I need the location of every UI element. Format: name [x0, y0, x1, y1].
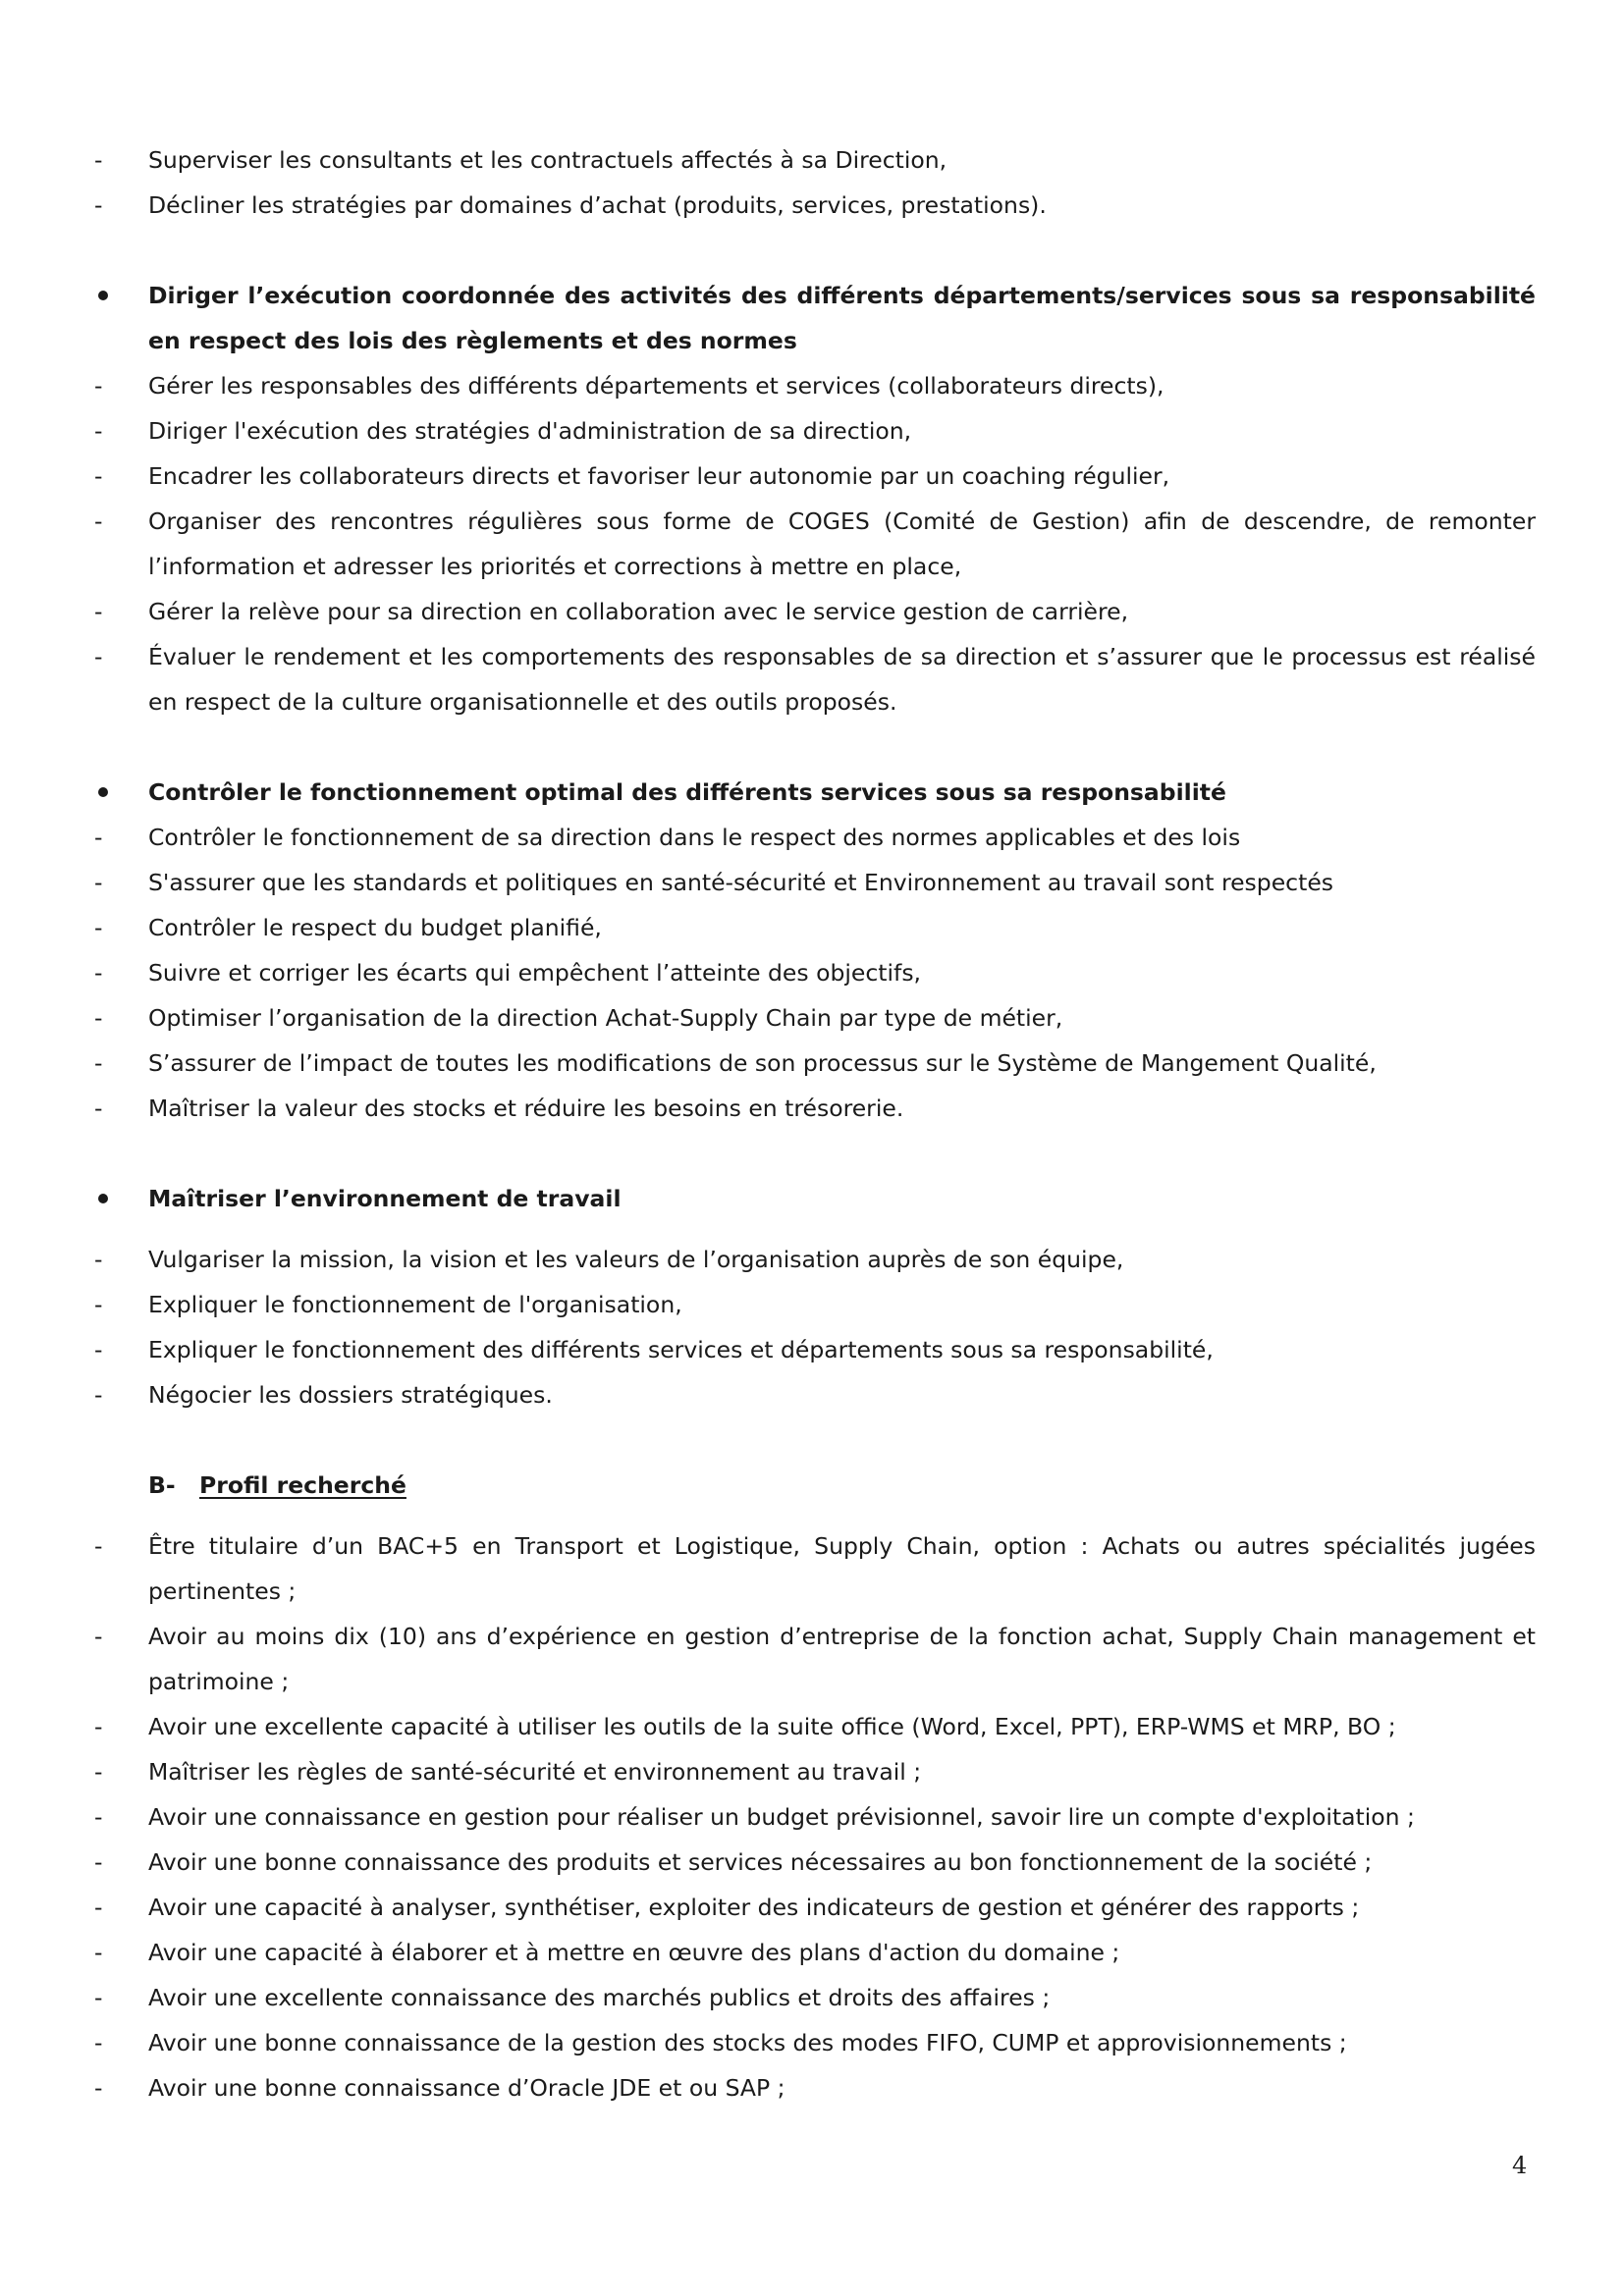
list-item-text: Suivre et corriger les écarts qui empêchent l’atteinte des objectifs, [148, 959, 922, 987]
dash-marker: - [94, 1291, 103, 1318]
list-item [0, 950, 1624, 995]
bullet-heading-text: Maîtriser l’environnement de travail [148, 1185, 622, 1212]
list-item [0, 363, 1624, 408]
dash-marker: - [94, 2074, 103, 2102]
list-item-text: Négocier les dossiers stratégiques. [148, 1381, 553, 1409]
list-item [0, 1930, 1624, 1975]
list-item-text: Avoir une bonne connaissance des produits et services nécessaires au bon fonctionnement de la société ; [148, 1848, 1373, 1876]
dash-marker: - [94, 2029, 103, 2056]
list-item [0, 1794, 1624, 1840]
dash-marker: - [94, 417, 103, 445]
list-item [0, 137, 1624, 183]
dash-marker: - [94, 869, 103, 896]
list-item-text: Maîtriser la valeur des stocks et réduire les besoins en trésorerie. [148, 1095, 904, 1122]
dash-marker: - [94, 1246, 103, 1273]
bullet-heading-text: Diriger l’exécution coordonnée des activités des différents départements/services sous sa responsabilité en respect des lois des règlements et des normes [148, 282, 1536, 354]
dash-marker: - [94, 1095, 103, 1122]
list-item-text: Contrôler le fonctionnement de sa direction dans le respect des normes applicables et des lois [148, 824, 1241, 851]
list-item [0, 1614, 1624, 1704]
list-item-text: Avoir une bonne connaissance de la gestion des stocks des modes FIFO, CUMP et approvisionnements ; [148, 2029, 1347, 2056]
dash-marker: - [94, 1532, 103, 1560]
bullet-heading-text: Contrôler le fonctionnement optimal des différents services sous sa responsabilité [148, 778, 1226, 806]
dash-marker: - [94, 1049, 103, 1077]
dash-marker: - [94, 146, 103, 174]
list-item [0, 860, 1624, 905]
list-item-text: Expliquer le fonctionnement de l'organisation, [148, 1291, 682, 1318]
bullet-heading [0, 770, 1624, 815]
dash-marker: - [94, 372, 103, 400]
list-item [0, 1885, 1624, 1930]
list-item [0, 1523, 1624, 1614]
list-item [0, 1237, 1624, 1282]
list-item-text: S’assurer de l’impact de toutes les modifications de son processus sur le Système de Mangement Qualité, [148, 1049, 1377, 1077]
document-body [0, 137, 1624, 2110]
list-item-text: Décliner les stratégies par domaines d’achat (produits, services, prestations). [148, 191, 1047, 219]
dash-marker: - [94, 1894, 103, 1921]
list-item-text: Encadrer les collaborateurs directs et favoriser leur autonomie par un coaching régulier, [148, 462, 1170, 490]
bullet-icon [98, 291, 108, 300]
list-item [0, 1327, 1624, 1372]
list-item-text: Avoir une connaissance en gestion pour réaliser un budget prévisionnel, savoir lire un compte d'exploitation ; [148, 1803, 1415, 1831]
list-item [0, 1086, 1624, 1131]
list-item-text: Expliquer le fonctionnement des différents services et départements sous sa responsabilité, [148, 1336, 1214, 1363]
dash-marker: - [94, 914, 103, 941]
list-item-text: Avoir au moins dix (10) ans d’expérience en gestion d’entreprise de la fonction achat, Supply Chain management et patrimoine ; [148, 1623, 1536, 1695]
dash-marker: - [94, 1803, 103, 1831]
list-item [0, 1975, 1624, 2020]
list-item-text: Gérer les responsables des différents départements et services (collaborateurs directs), [148, 372, 1164, 400]
section-letter: B- [148, 1471, 176, 1499]
list-item-text: Évaluer le rendement et les comportements des responsables de sa direction et s’assurer que le processus est réalisé en respect de la culture organisationnelle et des outils proposés. [148, 643, 1536, 716]
dash-marker: - [94, 1623, 103, 1650]
bullet-icon [98, 787, 108, 797]
list-item-text: Avoir une excellente connaissance des marchés publics et droits des affaires ; [148, 1984, 1051, 2011]
dash-marker: - [94, 1939, 103, 1966]
list-item-text: Avoir une bonne connaissance d’Oracle JDE et ou SAP ; [148, 2074, 785, 2102]
dash-marker: - [94, 824, 103, 851]
dash-marker: - [94, 191, 103, 219]
dash-marker: - [94, 1984, 103, 2011]
list-item-text: Vulgariser la mission, la vision et les valeurs de l’organisation auprès de son équipe, [148, 1246, 1124, 1273]
dash-marker: - [94, 1848, 103, 1876]
list-item [0, 1749, 1624, 1794]
list-item [0, 408, 1624, 454]
list-item-text: Gérer la relève pour sa direction en collaboration avec le service gestion de carrière, [148, 598, 1129, 625]
list-item-text: Organiser des rencontres régulières sous forme de COGES (Comité de Gestion) afin de descendre, de remonter l’information et adresser les priorités et corrections à mettre en place, [148, 507, 1536, 580]
list-item-text: Avoir une capacité à élaborer et à mettre en œuvre des plans d'action du domaine ; [148, 1939, 1120, 1966]
list-item [0, 905, 1624, 950]
dash-marker: - [94, 462, 103, 490]
list-item [0, 1840, 1624, 1885]
list-item [0, 499, 1624, 589]
list-item [0, 815, 1624, 860]
list-item-text: Avoir une excellente capacité à utiliser les outils de la suite office (Word, Excel, PPT), ERP-WMS et MRP, BO ; [148, 1713, 1396, 1740]
dash-marker: - [94, 1713, 103, 1740]
list-item-text: Être titulaire d’un BAC+5 en Transport et Logistique, Supply Chain, option : Achats ou autres spécialités jugées pertinentes ; [148, 1532, 1536, 1605]
dash-marker: - [94, 598, 103, 625]
list-item-text: Avoir une capacité à analyser, synthétiser, exploiter des indicateurs de gestion et générer des rapports ; [148, 1894, 1360, 1921]
list-item [0, 2020, 1624, 2065]
dash-marker: - [94, 1381, 103, 1409]
bullet-heading [0, 273, 1624, 363]
list-item [0, 1282, 1624, 1327]
spacer [0, 1131, 1624, 1176]
list-item [0, 995, 1624, 1041]
list-item-text: Optimiser l’organisation de la direction Achat-Supply Chain par type de métier, [148, 1004, 1063, 1032]
bullet-icon [98, 1194, 108, 1203]
list-item [0, 183, 1624, 228]
spacer [0, 228, 1624, 273]
dash-marker: - [94, 1004, 103, 1032]
spacer [0, 1417, 1624, 1463]
page-number: 4 [1512, 2152, 1528, 2179]
list-item [0, 1372, 1624, 1417]
list-item [0, 1041, 1624, 1086]
list-item [0, 2065, 1624, 2110]
list-item [0, 454, 1624, 499]
section-title: Profil recherché [199, 1471, 406, 1499]
bullet-heading [0, 1176, 1624, 1221]
list-item-text: Superviser les consultants et les contractuels affectés à sa Direction, [148, 146, 947, 174]
dash-marker: - [94, 507, 103, 535]
dash-marker: - [94, 643, 103, 670]
list-item [0, 1704, 1624, 1749]
dash-marker: - [94, 1758, 103, 1786]
list-item-text: S'assurer que les standards et politiques en santé-sécurité et Environnement au travail sont respectés [148, 869, 1334, 896]
spacer [0, 724, 1624, 770]
dash-marker: - [94, 1336, 103, 1363]
dash-marker: - [94, 959, 103, 987]
list-item-text: Maîtriser les règles de santé-sécurité et environnement au travail ; [148, 1758, 922, 1786]
list-item-text: Diriger l'exécution des stratégies d'administration de sa direction, [148, 417, 912, 445]
list-item-text: Contrôler le respect du budget planifié, [148, 914, 602, 941]
section-heading [0, 1463, 1624, 1508]
list-item [0, 589, 1624, 634]
list-item [0, 634, 1624, 724]
